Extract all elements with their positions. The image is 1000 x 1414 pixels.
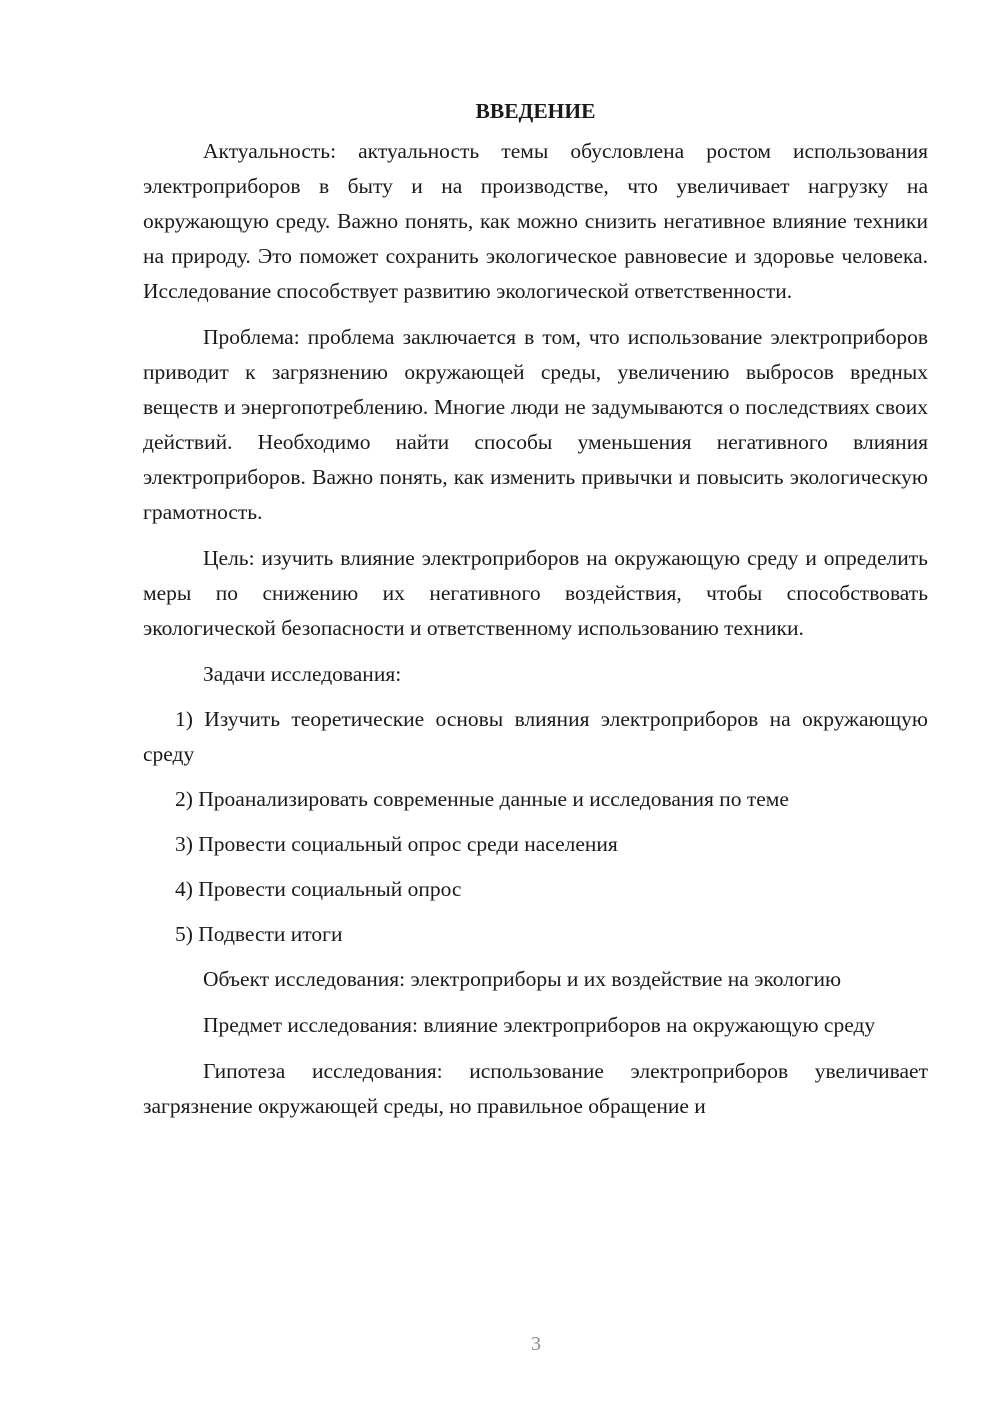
tasks-heading: Задачи исследования: bbox=[203, 662, 402, 686]
document-body bbox=[143, 94, 928, 1124]
goal-paragraph: Цель: изучить влияние электроприборов на окружающую среду и определить меры по снижению их негативного воздействия, чтобы способствовать экологической безопасности и ответственному использованию техники. bbox=[143, 546, 928, 640]
section-title: ВВЕДЕНИЕ bbox=[475, 99, 596, 123]
task-item: 5) Подвести итоги bbox=[175, 922, 343, 946]
task-item: 4) Провести социальный опрос bbox=[175, 877, 462, 901]
task-item: 2) Проанализировать современные данные и исследования по теме bbox=[175, 787, 789, 811]
hypothesis-paragraph: Гипотеза исследования: использование электроприборов увеличивает загрязнение окружающей среды, но правильное обращение и bbox=[143, 1059, 928, 1118]
page-number: 3 bbox=[531, 1333, 541, 1355]
relevance-paragraph: Актуальность: актуальность темы обусловлена ростом использования электроприборов в быту и на производстве, что увеличивает нагрузку на окружающую среду. Важно понять, как можно снизить негативное влияние техники на природу. Это поможет сохранить экологическое равновесие и здоровье человека. Исследование способствует развитию экологической ответственности. bbox=[143, 139, 928, 303]
subject-paragraph: Предмет исследования: влияние электроприборов на окружающую среду bbox=[203, 1013, 876, 1037]
tasks-list bbox=[143, 702, 928, 952]
problem-paragraph: Проблема: проблема заключается в том, что использование электроприборов приводит к загрязнению окружающей среды, увеличению выбросов вредных веществ и энергопотреблению. Многие люди не задумываются о последствиях своих действий. Необходимо найти способы уменьшения негативного влияния электроприборов. Важно понять, как изменить привычки и повысить экологическую грамотность. bbox=[143, 325, 928, 524]
task-item: 1) Изучить теоретические основы влияния электроприборов на окружающую среду bbox=[143, 707, 928, 766]
task-item: 3) Провести социальный опрос среди населения bbox=[175, 832, 618, 856]
object-paragraph: Объект исследования: электроприборы и их воздействие на экологию bbox=[203, 967, 842, 991]
